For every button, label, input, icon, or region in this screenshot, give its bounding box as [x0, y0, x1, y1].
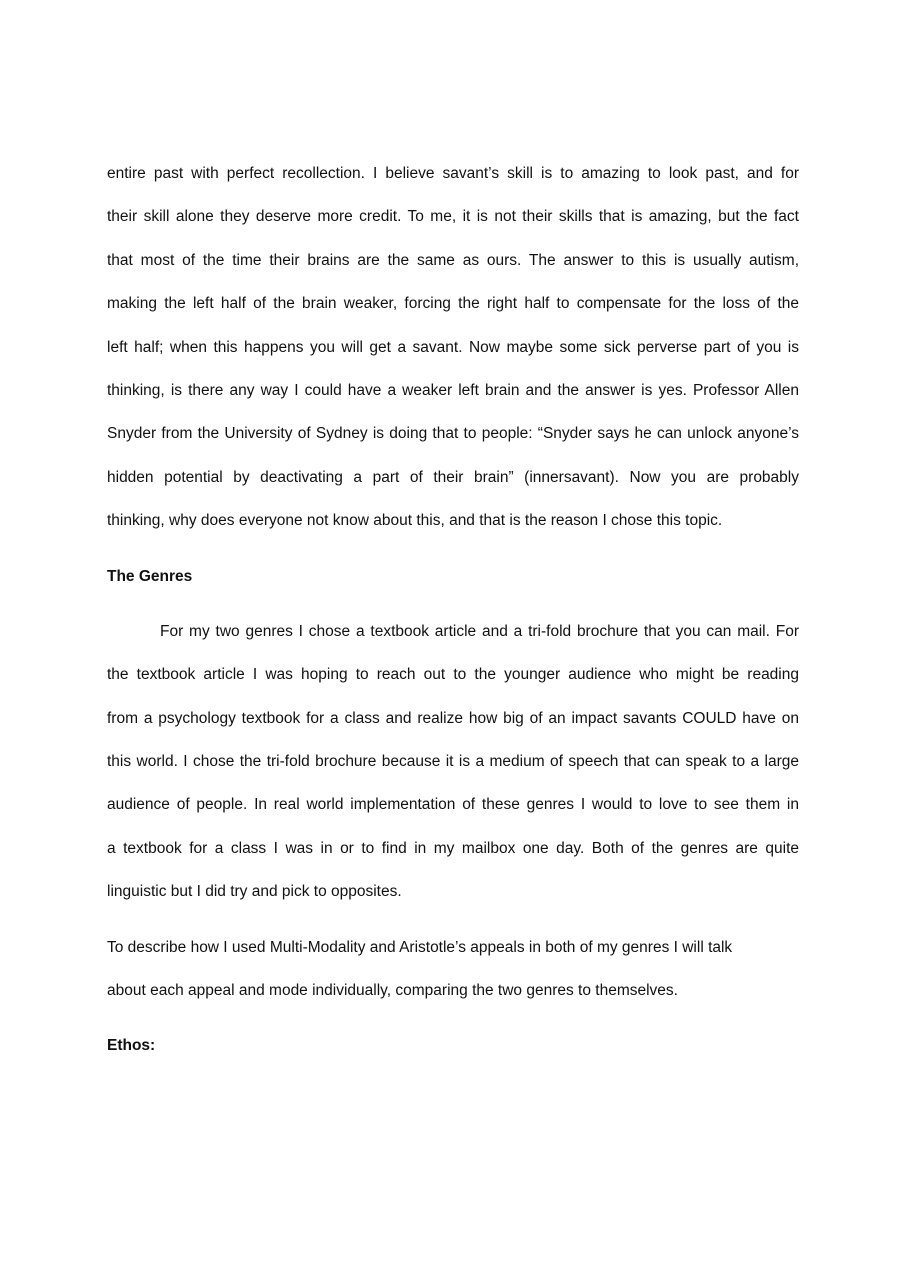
text-line: audience of people. In real world implementation of these genres I would to love to see them in — [107, 796, 799, 814]
paragraph-intro — [107, 152, 799, 543]
text-line: a textbook for a class I was in or to find in my mailbox one day. Both of the genres are quite — [107, 839, 799, 857]
text-line: For my two genres I chose a textbook article and a tri-fold brochure that you can mail. For — [160, 622, 799, 640]
paragraph-spacer — [107, 1012, 799, 1024]
text-line: entire past with perfect recollection. I believe savant’s skill is to amazing to look past, and for — [107, 165, 799, 182]
text-line: left half; when this happens you will get a savant. Now maybe some sick perverse part of you is — [107, 338, 799, 356]
section-heading-genres: The Genres — [107, 567, 193, 585]
text-line: thinking, is there any way I could have a weaker left brain and the answer is yes. Professor Allen — [107, 381, 799, 399]
text-line: that most of the time their brains are the same as ours. The answer to this is usually autism, — [107, 251, 799, 269]
paragraph-genres — [107, 610, 799, 914]
document-body — [107, 152, 799, 1068]
text-line: about each appeal and mode individually, comparing the two genres to themselves. — [107, 982, 678, 1000]
text-line: making the left half of the brain weaker, forcing the right half to compensate for the loss of the — [107, 295, 799, 313]
section-heading-ethos: Ethos: — [107, 1037, 156, 1055]
text-line: the textbook article I was hoping to reach out to the younger audience who might be reading — [107, 666, 799, 684]
text-line: To describe how I used Multi-Modality and Aristotle’s appeals in both of my genres I will talk — [107, 938, 733, 956]
text-line: their skill alone they deserve more credit. To me, it is not their skills that is amazing, but the fact — [107, 208, 799, 226]
paragraph-modality — [107, 926, 799, 1013]
paragraph-spacer — [107, 598, 799, 610]
paragraph-spacer — [107, 914, 799, 926]
paragraph-spacer — [107, 543, 799, 555]
text-line: this world. I chose the tri-fold brochure because it is a medium of speech that can speak to a large — [107, 753, 799, 771]
text-line: hidden potential by deactivating a part of their brain” (innersavant). Now you are probably — [107, 468, 799, 486]
text-line: from a psychology textbook for a class and realize how big of an impact savants COULD have on — [107, 709, 799, 727]
text-line: linguistic but I did try and pick to opposites. — [107, 883, 402, 901]
text-line: Snyder from the University of Sydney is doing that to people: “Snyder says he can unlock anyone’s — [107, 425, 799, 443]
text-line: thinking, why does everyone not know about this, and that is the reason I chose this topic. — [107, 512, 723, 530]
